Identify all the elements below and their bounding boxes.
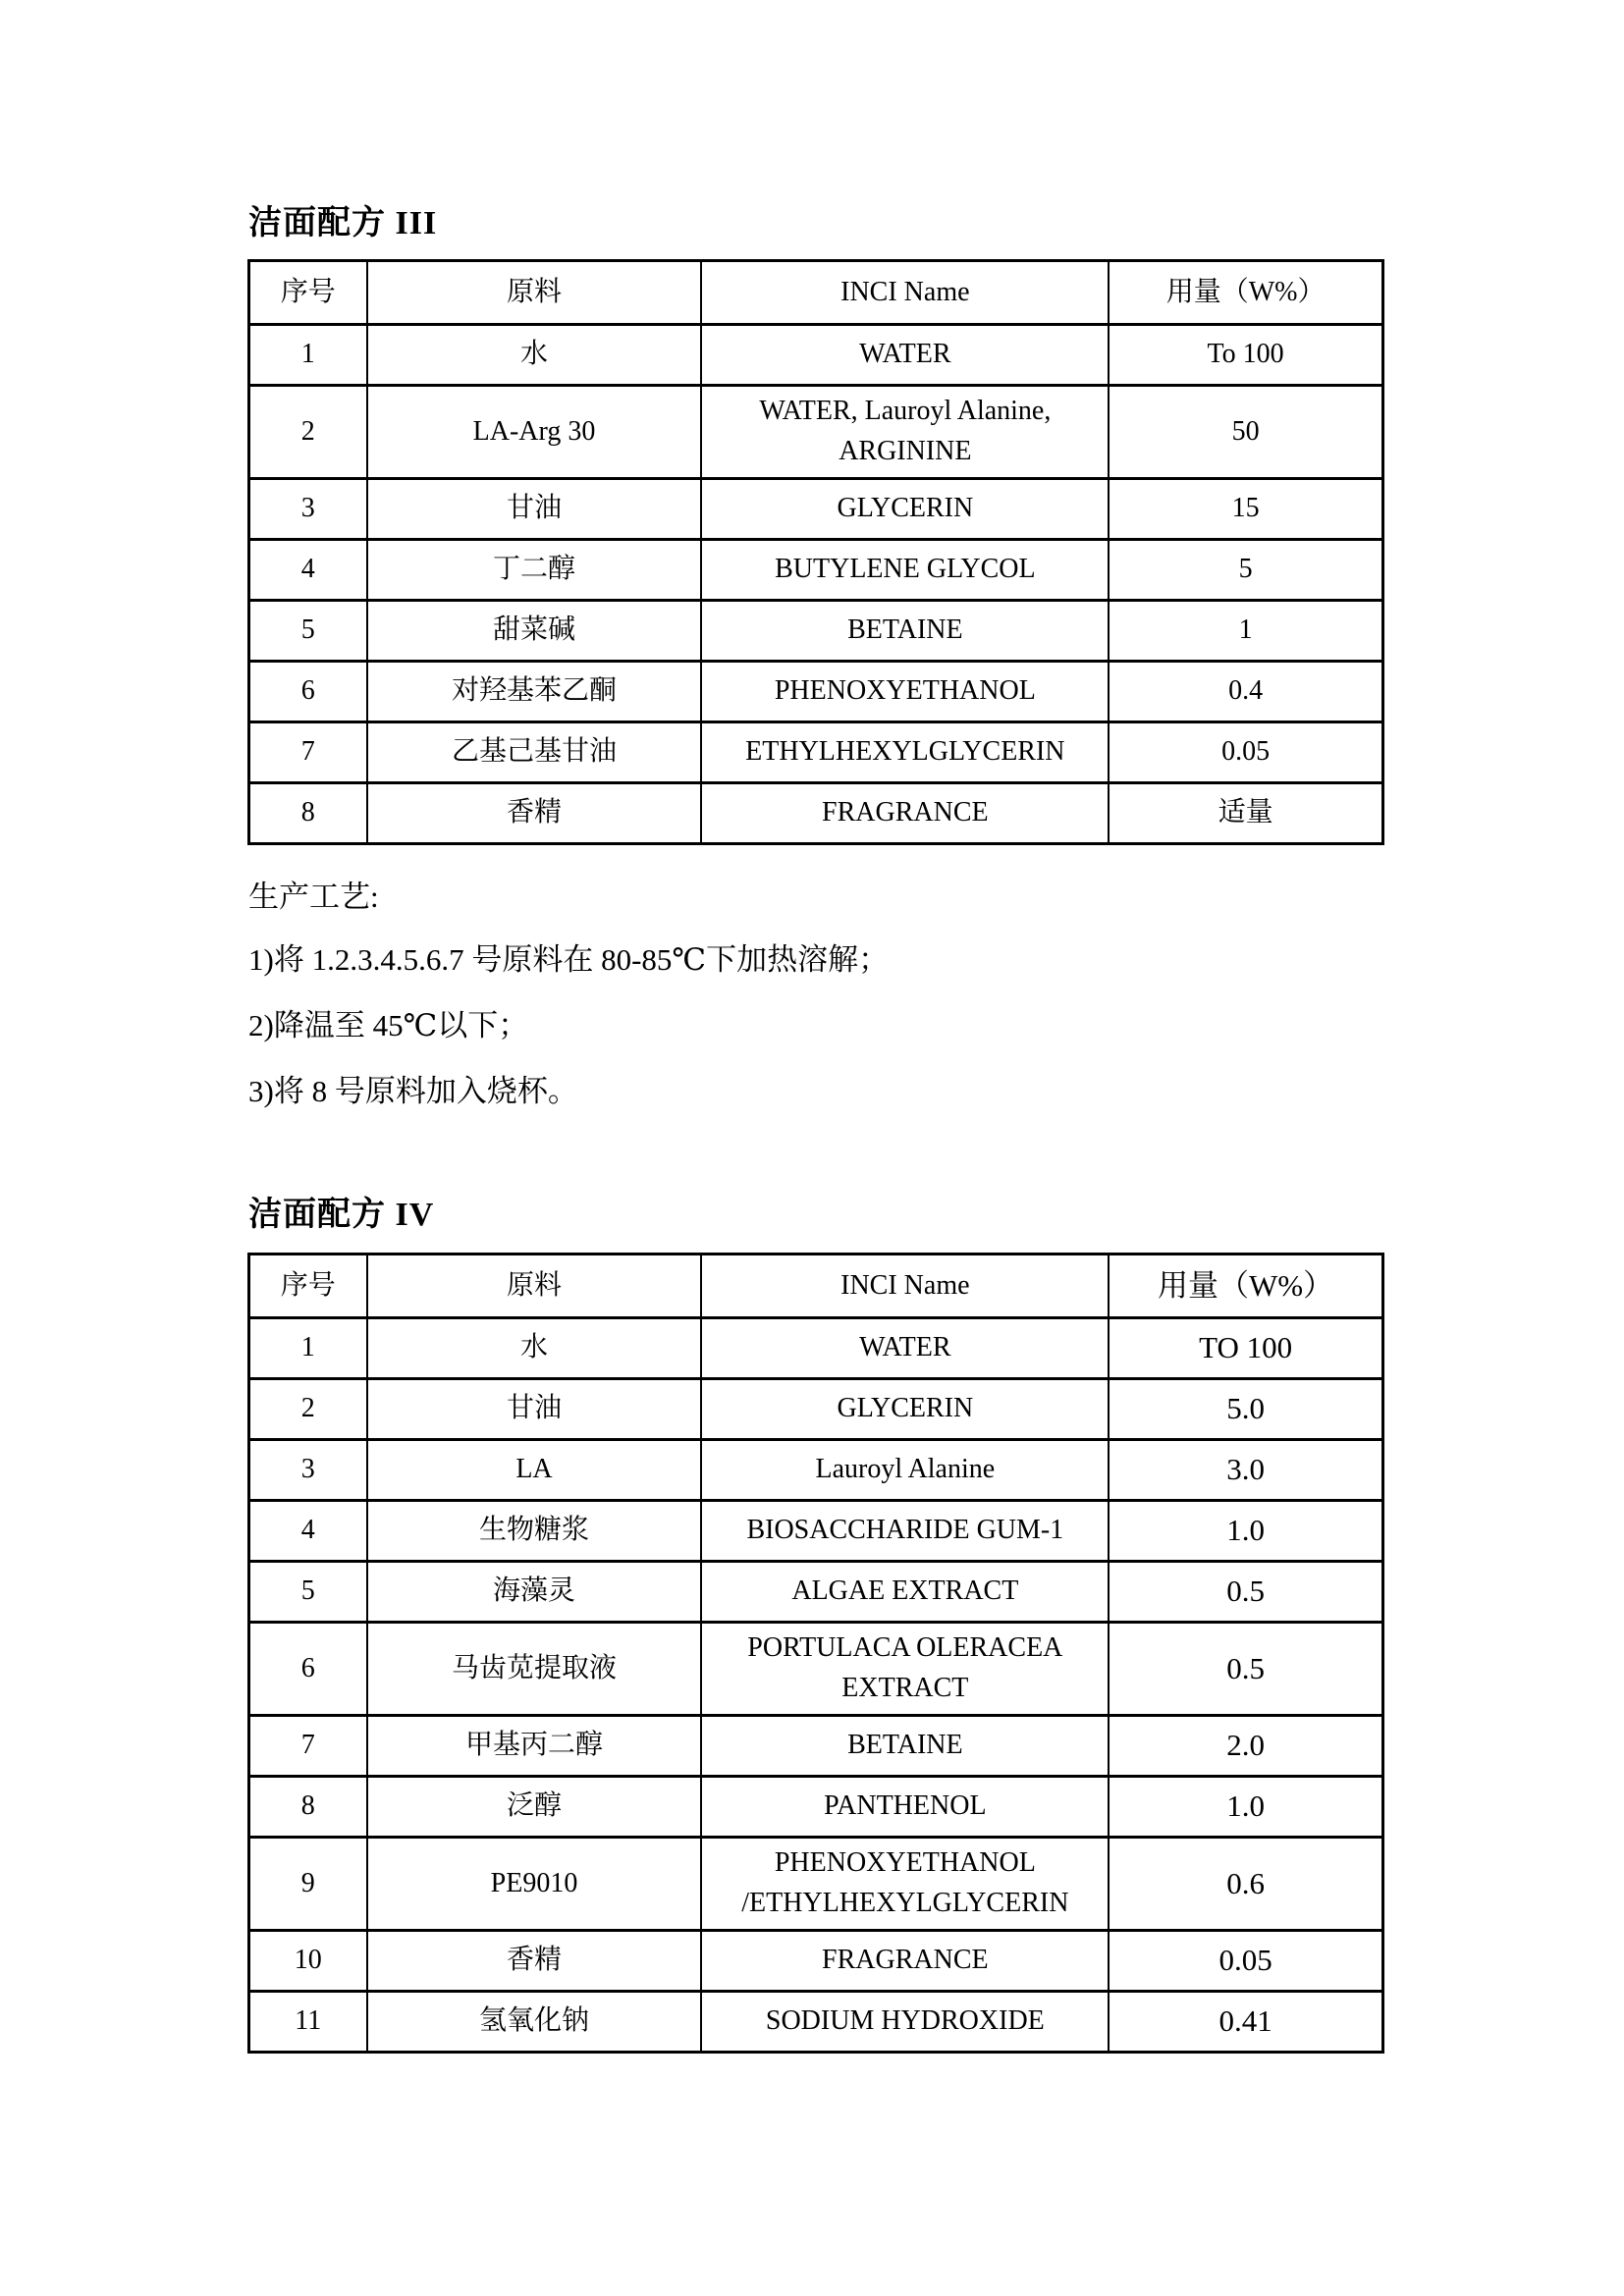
table-row [250, 1499, 1381, 1560]
cell-index [250, 480, 366, 538]
cell-line: 0.5 [1226, 1650, 1265, 1685]
cell-index [250, 1717, 366, 1775]
cell-index [250, 1563, 366, 1621]
cell-line: 乙基己基甘油 [451, 736, 617, 768]
cell-line: 马齿苋提取液 [451, 1652, 617, 1683]
cell-line: 香精 [506, 1945, 562, 1976]
cell-line: 0.4 [1228, 675, 1264, 707]
cell-line: 15 [1231, 493, 1260, 524]
cell-line: 8 [300, 797, 315, 828]
cell-amount [1108, 1993, 1381, 2051]
cell-inci-name [700, 1563, 1108, 1621]
cell-line: 0.41 [1218, 2003, 1272, 2039]
cell-index [250, 1932, 366, 1990]
process-step-3: 3)将 8 号原料加入烧杯。 [248, 1074, 578, 1108]
table-row [250, 1836, 1381, 1929]
table-row [250, 538, 1381, 599]
cell-line: 0.05 [1218, 1943, 1272, 1978]
cell-line: 对羟基苯乙酮 [451, 675, 617, 707]
cell-amount [1108, 326, 1381, 384]
cell-line: 1.0 [1226, 1513, 1265, 1548]
cell-amount [1108, 1778, 1381, 1836]
cell-amount [1108, 784, 1381, 842]
cell-line: 11 [295, 2005, 322, 2037]
cell-line: Lauroyl Alanine [815, 1454, 996, 1485]
cell-line: 1 [300, 339, 315, 370]
cell-material [366, 784, 701, 842]
cell-amount [1108, 1563, 1381, 1621]
cell-line: 5 [300, 1575, 315, 1607]
cell-material [366, 1993, 701, 2051]
formula-iv-title: 洁面配方 IV [248, 1197, 435, 1233]
cell-line: 3.0 [1226, 1452, 1265, 1487]
cell-line: 丁二醇 [492, 554, 575, 585]
cell-material [366, 1502, 701, 1560]
cell-line: 1 [1238, 614, 1253, 646]
cell-line: 0.05 [1221, 736, 1271, 768]
cell-line: ALGAE EXTRACT [791, 1575, 1019, 1607]
header-cell: 序号 [280, 276, 336, 307]
cell-line: 甜菜碱 [492, 614, 575, 646]
cell-inci-name [700, 1502, 1108, 1560]
cell-index [250, 1502, 366, 1560]
cell-line: WATER, Lauroyl Alanine, [759, 396, 1052, 427]
table-row [250, 384, 1381, 477]
cell-line: BIOSACCHARIDE GUM-1 [746, 1515, 1064, 1546]
cell-inci-name [700, 541, 1108, 599]
cell-amount [1108, 387, 1381, 477]
cell-inci-name [700, 1717, 1108, 1775]
cell-material [366, 1624, 701, 1714]
cell-line: 10 [294, 1945, 322, 1976]
cell-inci-name [700, 723, 1108, 781]
cell-material [366, 602, 701, 660]
cell-material [366, 326, 701, 384]
cell-material [366, 541, 701, 599]
cell-line: 适量 [1218, 797, 1273, 828]
cell-line: LA [515, 1454, 553, 1485]
cell-line: WATER [859, 339, 951, 370]
cell-inci-name [700, 1932, 1108, 1990]
cell-inci-name [700, 1319, 1108, 1377]
cell-material [366, 1932, 701, 1990]
table-row [250, 1990, 1381, 2051]
cell-inci-name [700, 387, 1108, 477]
table-row [250, 323, 1381, 384]
cell-index [250, 1839, 366, 1929]
cell-line: PORTULACA OLERACEA [747, 1632, 1063, 1664]
cell-line: 4 [300, 554, 315, 585]
cell-amount [1108, 723, 1381, 781]
cell-line: PANTHENOL [824, 1790, 987, 1822]
formula-iii-title: 洁面配方 III [248, 205, 438, 241]
cell-inci-name [700, 1380, 1108, 1438]
cell-amount [1108, 1624, 1381, 1714]
cell-amount [1108, 1932, 1381, 1990]
table-row [250, 1775, 1381, 1836]
cell-line: 泛醇 [506, 1790, 562, 1822]
cell-index [250, 326, 366, 384]
table-row [250, 660, 1381, 721]
cell-inci-name [700, 784, 1108, 842]
cell-line: 生物糖浆 [478, 1515, 589, 1546]
cell-line: BETAINE [847, 1730, 963, 1761]
cell-material [366, 1441, 701, 1499]
cell-line: 甘油 [506, 1393, 562, 1424]
cell-line: 0.6 [1226, 1865, 1265, 1900]
cell-inci-name [700, 1778, 1108, 1836]
header-cell: INCI Name [700, 262, 1108, 323]
header-cell: INCI Name [700, 1255, 1108, 1316]
cell-index [250, 1778, 366, 1836]
cell-inci-name [700, 1839, 1108, 1929]
cell-line: 6 [300, 1652, 315, 1683]
cell-index [250, 663, 366, 721]
table-header-row [250, 1255, 1381, 1316]
cell-material [366, 1717, 701, 1775]
header-cell: 原料 [366, 262, 701, 323]
header-cell: 原料 [366, 1255, 701, 1316]
cell-line: EXTRACT [841, 1673, 969, 1703]
cell-line: 1.0 [1226, 1789, 1265, 1824]
cell-line: 2 [300, 1393, 315, 1424]
cell-line: BETAINE [847, 614, 963, 646]
table-row [250, 721, 1381, 781]
table-row [250, 1714, 1381, 1775]
table-row [250, 781, 1381, 842]
cell-inci-name [700, 1993, 1108, 2051]
cell-inci-name [700, 1624, 1108, 1714]
cell-line: 3 [300, 493, 315, 524]
cell-index [250, 1380, 366, 1438]
table-row [250, 1438, 1381, 1499]
cell-line: 5 [1238, 554, 1253, 585]
header-cell: 用量（W%） [1108, 262, 1381, 323]
cell-amount [1108, 1839, 1381, 1929]
process-label: 生产工艺: [248, 880, 379, 914]
cell-line: 5.0 [1226, 1391, 1265, 1426]
cell-line: 50 [1231, 415, 1260, 447]
cell-line: 水 [519, 1332, 548, 1363]
cell-line: TO 100 [1199, 1330, 1293, 1365]
cell-inci-name [700, 1441, 1108, 1499]
cell-line: To 100 [1207, 339, 1284, 370]
cell-line: 7 [300, 736, 315, 768]
cell-line: 3 [300, 1454, 315, 1485]
cell-line: 海藻灵 [492, 1575, 575, 1607]
table-header-row [250, 262, 1381, 323]
cell-line: 甘油 [506, 493, 562, 524]
table-row [250, 1316, 1381, 1377]
cell-material [366, 480, 701, 538]
cell-amount [1108, 541, 1381, 599]
cell-line: 5 [300, 614, 315, 646]
cell-amount [1108, 1380, 1381, 1438]
cell-line: SODIUM HYDROXIDE [765, 2005, 1045, 2037]
cell-material [366, 1778, 701, 1836]
cell-index [250, 387, 366, 477]
cell-line: 香精 [506, 797, 562, 828]
cell-inci-name [700, 480, 1108, 538]
cell-line: FRAGRANCE [822, 797, 989, 828]
cell-line: FRAGRANCE [822, 1945, 989, 1976]
cell-material [366, 1380, 701, 1438]
table-row [250, 477, 1381, 538]
cell-amount [1108, 1319, 1381, 1377]
cell-line: 氢氧化钠 [478, 2005, 589, 2037]
cell-amount [1108, 1717, 1381, 1775]
cell-line: 4 [300, 1515, 315, 1546]
cell-line: 7 [300, 1730, 315, 1761]
cell-inci-name [700, 326, 1108, 384]
header-cell: 序号 [280, 1269, 336, 1301]
cell-line: 0.5 [1226, 1574, 1265, 1609]
cell-material [366, 1563, 701, 1621]
cell-line: 1 [300, 1332, 315, 1363]
cell-material [366, 663, 701, 721]
cell-line: GLYCERIN [837, 1393, 974, 1424]
cell-index [250, 723, 366, 781]
cell-inci-name [700, 663, 1108, 721]
cell-line: 2.0 [1226, 1728, 1265, 1763]
table-row [250, 1621, 1381, 1714]
cell-material [366, 1839, 701, 1929]
process-step-2: 2)降温至 45℃以下； [248, 1008, 529, 1042]
header-cell: 用量（W%） [1108, 1255, 1381, 1316]
cell-amount [1108, 1502, 1381, 1560]
cell-line: ETHYLHEXYLGLYCERIN [745, 736, 1065, 768]
cell-line: 2 [300, 415, 315, 447]
cell-line: ARGININE [839, 436, 972, 466]
cell-line: 9 [300, 1867, 315, 1898]
cell-line: GLYCERIN [837, 493, 974, 524]
cell-index [250, 784, 366, 842]
cell-material [366, 1319, 701, 1377]
cell-index [250, 1319, 366, 1377]
cell-index [250, 541, 366, 599]
cell-amount [1108, 1441, 1381, 1499]
cell-line: LA-Arg 30 [472, 415, 596, 447]
cell-material [366, 387, 701, 477]
cell-line: 甲基丙二醇 [464, 1730, 603, 1761]
cell-inci-name [700, 602, 1108, 660]
cell-line: BUTYLENE GLYCOL [775, 554, 1036, 585]
cell-index [250, 602, 366, 660]
cell-line: PHENOXYETHANOL [774, 1847, 1036, 1879]
cell-amount [1108, 480, 1381, 538]
cell-line: 6 [300, 675, 315, 707]
cell-line: PE9010 [490, 1867, 578, 1898]
cell-line: /ETHYLHEXYLGLYCERIN [741, 1888, 1069, 1918]
cell-line: 水 [519, 339, 548, 370]
cell-line: WATER [859, 1332, 951, 1363]
cell-line: 8 [300, 1790, 315, 1822]
table-row [250, 599, 1381, 660]
cell-index [250, 1624, 366, 1714]
formula-iii-table [247, 259, 1384, 845]
table-row [250, 1377, 1381, 1438]
cell-index [250, 1441, 366, 1499]
table-row [250, 1560, 1381, 1621]
table-row [250, 1929, 1381, 1990]
formula-iv-table [247, 1253, 1384, 2054]
cell-amount [1108, 663, 1381, 721]
cell-line: PHENOXYETHANOL [774, 675, 1036, 707]
cell-material [366, 723, 701, 781]
process-step-1: 1)将 1.2.3.4.5.6.7 号原料在 80-85℃下加热溶解； [248, 942, 890, 977]
cell-amount [1108, 602, 1381, 660]
cell-index [250, 1993, 366, 2051]
